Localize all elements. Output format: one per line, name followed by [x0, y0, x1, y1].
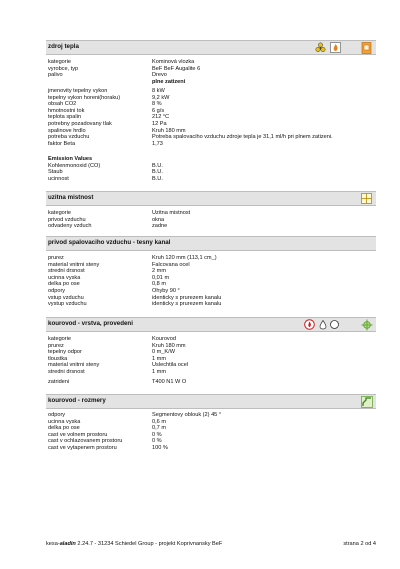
fan-icon — [314, 41, 327, 54]
row-value: 212 °C — [152, 114, 170, 121]
data-row — [48, 349, 378, 356]
section-header-privod — [46, 236, 376, 251]
row-value: 0,01 m — [152, 274, 170, 281]
row-value: BeF BeF Augalite 6 — [152, 65, 201, 72]
data-row — [48, 275, 378, 282]
section-title: kourovod - vrstva, provedeni — [48, 320, 133, 327]
data-row — [48, 59, 378, 66]
row-value: T400 N1 W O — [152, 379, 187, 385]
row-key: Kohlenmonoxid (CO) — [48, 162, 101, 169]
row-value: 1 mm — [152, 368, 166, 375]
row-key: Staub — [48, 169, 63, 176]
data-row — [48, 356, 378, 363]
row-key: teplota spalin — [48, 114, 81, 121]
flame-icon — [329, 41, 342, 54]
row-key: obsah CO2 — [48, 101, 77, 108]
section-header-rozmery — [46, 394, 376, 409]
data-row — [48, 425, 378, 432]
row-value: B.U. — [152, 175, 163, 182]
row-value: B.U. — [152, 169, 163, 176]
row-value: Falcovana ocel — [152, 261, 190, 268]
data-row — [48, 210, 378, 217]
row-key: delka po ose — [48, 425, 80, 432]
row-key: vstup vzduchu — [48, 294, 84, 301]
row-key: tepelny odpor — [48, 349, 82, 356]
row-key: cast ve volnem prostoru — [48, 431, 108, 438]
footer-project-info: 2.24.7 - 31234 Schiedel Group - projekt Koprivnansky BeF — [75, 541, 223, 547]
data-row — [48, 108, 378, 115]
row-key: potrebny pozadovany tlak — [48, 120, 112, 127]
section-header-kourovod — [46, 317, 376, 332]
row-key: ucinnost — [48, 175, 69, 182]
section-title: zdroj tepla — [48, 43, 79, 50]
data-row — [48, 301, 378, 308]
data-row — [48, 262, 378, 269]
section-header-mistnost — [46, 191, 376, 206]
row-key: zatrideni — [48, 379, 70, 385]
row-key: delka po ose — [48, 281, 80, 288]
row-key: palivo — [48, 72, 63, 79]
row-key: cast v ochlazovanem prostoru — [48, 438, 123, 445]
row-value: 0 m_K/W — [152, 349, 176, 356]
section-title: kourovod - rozmery — [48, 397, 106, 404]
page-number: strana 2 od 4 — [343, 541, 376, 547]
row-value: identicky s prurezem kanalu — [152, 294, 222, 301]
row-key: hmotnostni tok — [48, 107, 85, 114]
row-value: Ohyby 90 ° — [152, 287, 180, 294]
row-value: Potreba spalovaciho vzduchu zdroje tepla je 31,1 ml/h pri plnem zatizeni. — [152, 134, 333, 141]
room-window-icon — [360, 192, 373, 205]
mistnost-rows — [48, 210, 378, 230]
row-key: odvadeny vzduch — [48, 223, 92, 230]
data-row — [48, 66, 378, 73]
data-row — [48, 412, 378, 419]
section-title: uzitna mistnost — [48, 194, 94, 201]
data-row — [48, 72, 378, 79]
data-row — [48, 163, 378, 170]
data-row — [48, 438, 378, 445]
section-header-zdroj — [46, 40, 376, 55]
data-row — [48, 362, 378, 369]
data-row — [48, 268, 378, 275]
row-key: spalinove hrdlo — [48, 127, 86, 134]
data-row — [48, 336, 378, 343]
row-key: potreba vzduchu — [48, 134, 90, 141]
data-row — [48, 176, 378, 183]
row-value: Segmentovy oblouk (2) 45 ° — [152, 412, 222, 418]
data-row — [48, 121, 378, 128]
row-value: 8 kW — [152, 88, 165, 94]
row-key: prurez — [48, 255, 64, 261]
data-row — [48, 217, 378, 224]
privod-rows — [48, 255, 378, 308]
data-row — [48, 128, 378, 135]
row-value: Kruh 120 mm (113,1 cm_) — [152, 255, 217, 261]
row-key: vyrobce, typ — [48, 65, 79, 72]
rozmery-rows — [48, 412, 378, 452]
row-key: prurez — [48, 342, 64, 349]
row-value: 0,8 m — [152, 281, 166, 288]
data-row — [48, 295, 378, 302]
row-key: privod vzduchu — [48, 216, 86, 223]
row-value: okna — [152, 216, 165, 223]
row-key: odpory — [48, 412, 66, 418]
data-row — [48, 379, 378, 386]
data-row — [48, 223, 378, 230]
emission-values-heading: Emission Values — [48, 156, 93, 162]
data-row — [48, 288, 378, 295]
row-value: zadne — [152, 223, 168, 230]
row-key: odpory — [48, 287, 66, 294]
brand-prefix: kesa- — [46, 541, 60, 547]
data-row — [48, 101, 378, 108]
row-value: Uslechtila ocel — [152, 362, 189, 369]
section-title: privod spalovaciho vzduchu - tesny kanal — [48, 239, 171, 246]
row-key: stredni drsnost — [48, 368, 85, 375]
subhead-row — [48, 79, 378, 86]
row-value: identicky s prurezem kanalu — [152, 301, 222, 308]
row-value: Drevo — [152, 72, 167, 79]
flue-crosshair-icon — [360, 318, 373, 331]
row-value: 6 g/s — [152, 107, 165, 114]
data-row — [48, 445, 378, 452]
data-row — [48, 432, 378, 439]
bend-pipe-icon — [360, 395, 373, 408]
kourovod-rows — [48, 336, 378, 376]
row-value: B.U. — [152, 162, 163, 169]
row-key: kategorie — [48, 59, 72, 65]
row-value: Kruh 180 mm — [152, 127, 186, 134]
row-value: Uzitna mistnost — [152, 210, 191, 216]
row-key: cast ve vytapenem prostoru — [48, 444, 117, 451]
data-row — [48, 419, 378, 426]
row-value: Kourovod — [152, 336, 176, 342]
row-value: 1 mm — [152, 355, 166, 362]
row-value: 9,2 kW — [152, 94, 170, 101]
kourovod-classification — [48, 379, 378, 386]
row-key: faktor Beta — [48, 140, 76, 147]
row-value: 1,73 — [152, 140, 163, 147]
row-key: ucinna vyska — [48, 274, 81, 281]
subhead-row — [48, 156, 378, 163]
footer-info — [46, 541, 222, 547]
zdroj-emissions — [48, 156, 378, 182]
row-value: 8 % — [152, 101, 162, 108]
data-row — [48, 169, 378, 176]
brand-name: aladin — [59, 541, 76, 547]
ring-icon — [328, 318, 341, 331]
data-row — [48, 95, 378, 102]
row-key: material vnitrni steny — [48, 261, 100, 268]
row-value: 0 % — [152, 431, 162, 438]
row-key: tepelny vykon horeni(horaku) — [48, 94, 121, 101]
row-value: 100 % — [152, 444, 168, 451]
row-value: Kruh 180 mm — [152, 342, 186, 349]
data-row — [48, 134, 378, 141]
zdroj-rows-a — [48, 59, 378, 85]
heater-icon — [360, 41, 373, 54]
row-key: ucinna vyska — [48, 418, 81, 425]
row-key: stredni drsnost — [48, 268, 85, 275]
data-row — [48, 114, 378, 121]
zdroj-rows-b — [48, 88, 378, 147]
row-key: tloustka — [48, 355, 68, 362]
row-key: vystup vzduchu — [48, 301, 87, 308]
fire-safety-icon — [303, 318, 316, 331]
row-value: 0 % — [152, 438, 162, 445]
subhead-plne-zatizeni: plne zatizeni — [152, 78, 186, 85]
data-row — [48, 369, 378, 376]
data-row — [48, 255, 378, 262]
page-footer — [46, 541, 376, 547]
row-key: kategorie — [48, 210, 72, 216]
data-row — [48, 141, 378, 148]
data-row — [48, 281, 378, 288]
row-value: 12 Pa — [152, 120, 167, 127]
row-key: jmenovity tepelny vykon — [48, 88, 108, 94]
row-value: 0,6 m — [152, 418, 166, 425]
row-key: material vnitrni steny — [48, 362, 100, 369]
row-key: kategorie — [48, 336, 72, 342]
data-row — [48, 88, 378, 95]
row-value: 0,7 m — [152, 425, 166, 432]
data-row — [48, 343, 378, 350]
row-value: Kominová vlozka — [152, 59, 195, 65]
row-value: 2 mm — [152, 268, 166, 275]
